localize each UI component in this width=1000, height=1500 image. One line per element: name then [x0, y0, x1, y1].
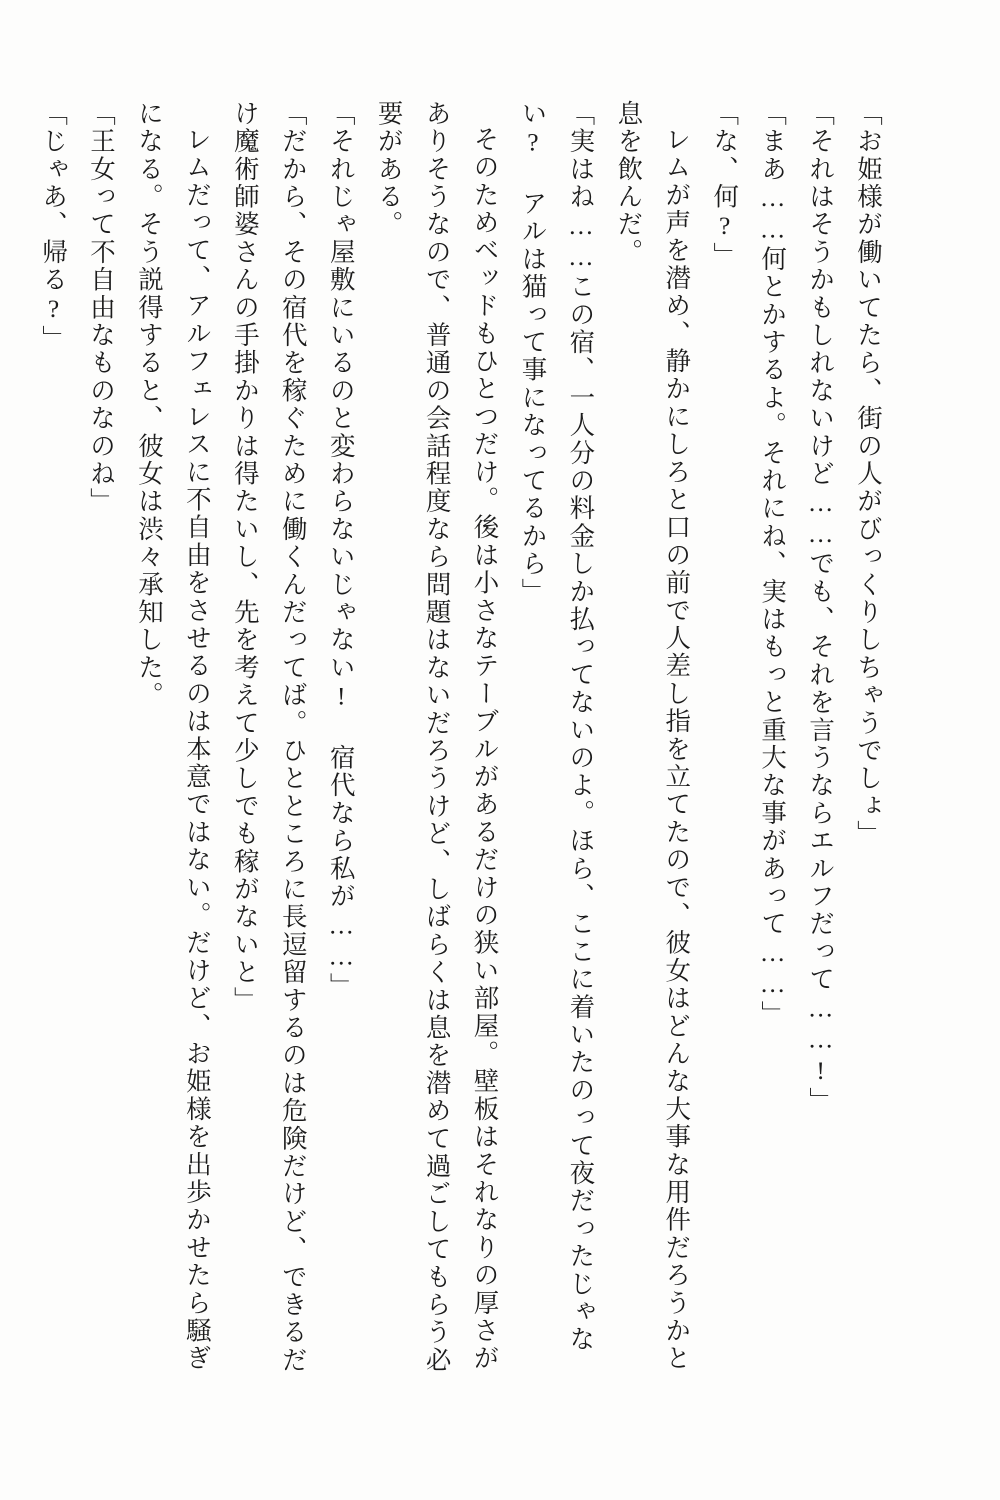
paragraph: 「お姫様が働いてたら、街の人がびっくりしちゃうでしょ」 [854, 100, 883, 848]
paragraph: レムだって、アルフェレスに不自由をさせるのは本意ではない。だけど、お姫様を出歩かせたら騒ぎになる。そう説得すると、彼女は渋々承知した。 [134, 100, 212, 1372]
paragraph: 「王女って不自由なものなのね」 [87, 100, 116, 516]
paragraph: 「それはそうかもしれないけど……でも、それを言うならエルフだって……!」 [806, 100, 836, 1115]
paragraph: そのためベッドもひとつだけ。後は小さなテーブルがあるだけの狭い部屋。壁板はそれなりの厚さがありそうなので、普通の会話程度なら問題はないだろうけど、しばらくは息を潜めて過ごしてもらう必要がある。 [374, 100, 500, 1375]
paragraph: 「じゃあ、帰る?」 [39, 100, 69, 353]
paragraph: 「な、何?」 [710, 100, 740, 270]
paragraph: レムが声を潜め、静かにしろと口の前で人差し指を立てたので、彼女はどんな大事な用件だろうかと息を飲んだ。 [614, 100, 692, 1372]
paragraph: 「まあ……何とかするよ。それにね、実はもっと重大な事があって……」 [758, 100, 788, 1029]
paragraph: 「だから、その宿代を稼ぐために働くんだってば。ひとところに長逗留するのは危険だけど、できるだけ魔術師婆さんの手掛かりは得たいし、先を考えて少しでも稼がないと」 [230, 100, 308, 1375]
paragraph: 「実はね……この宿、一人分の料金しか払ってないのよ。ほら、ここに着いたのって夜だったじゃない? アルは猫って事になってるから」 [518, 100, 596, 1354]
paragraph: 「それじゃ屋敷にいるのと変わらないじゃない! 宿代なら私が……」 [326, 100, 356, 1001]
vertical-text-body [39, 100, 892, 1390]
